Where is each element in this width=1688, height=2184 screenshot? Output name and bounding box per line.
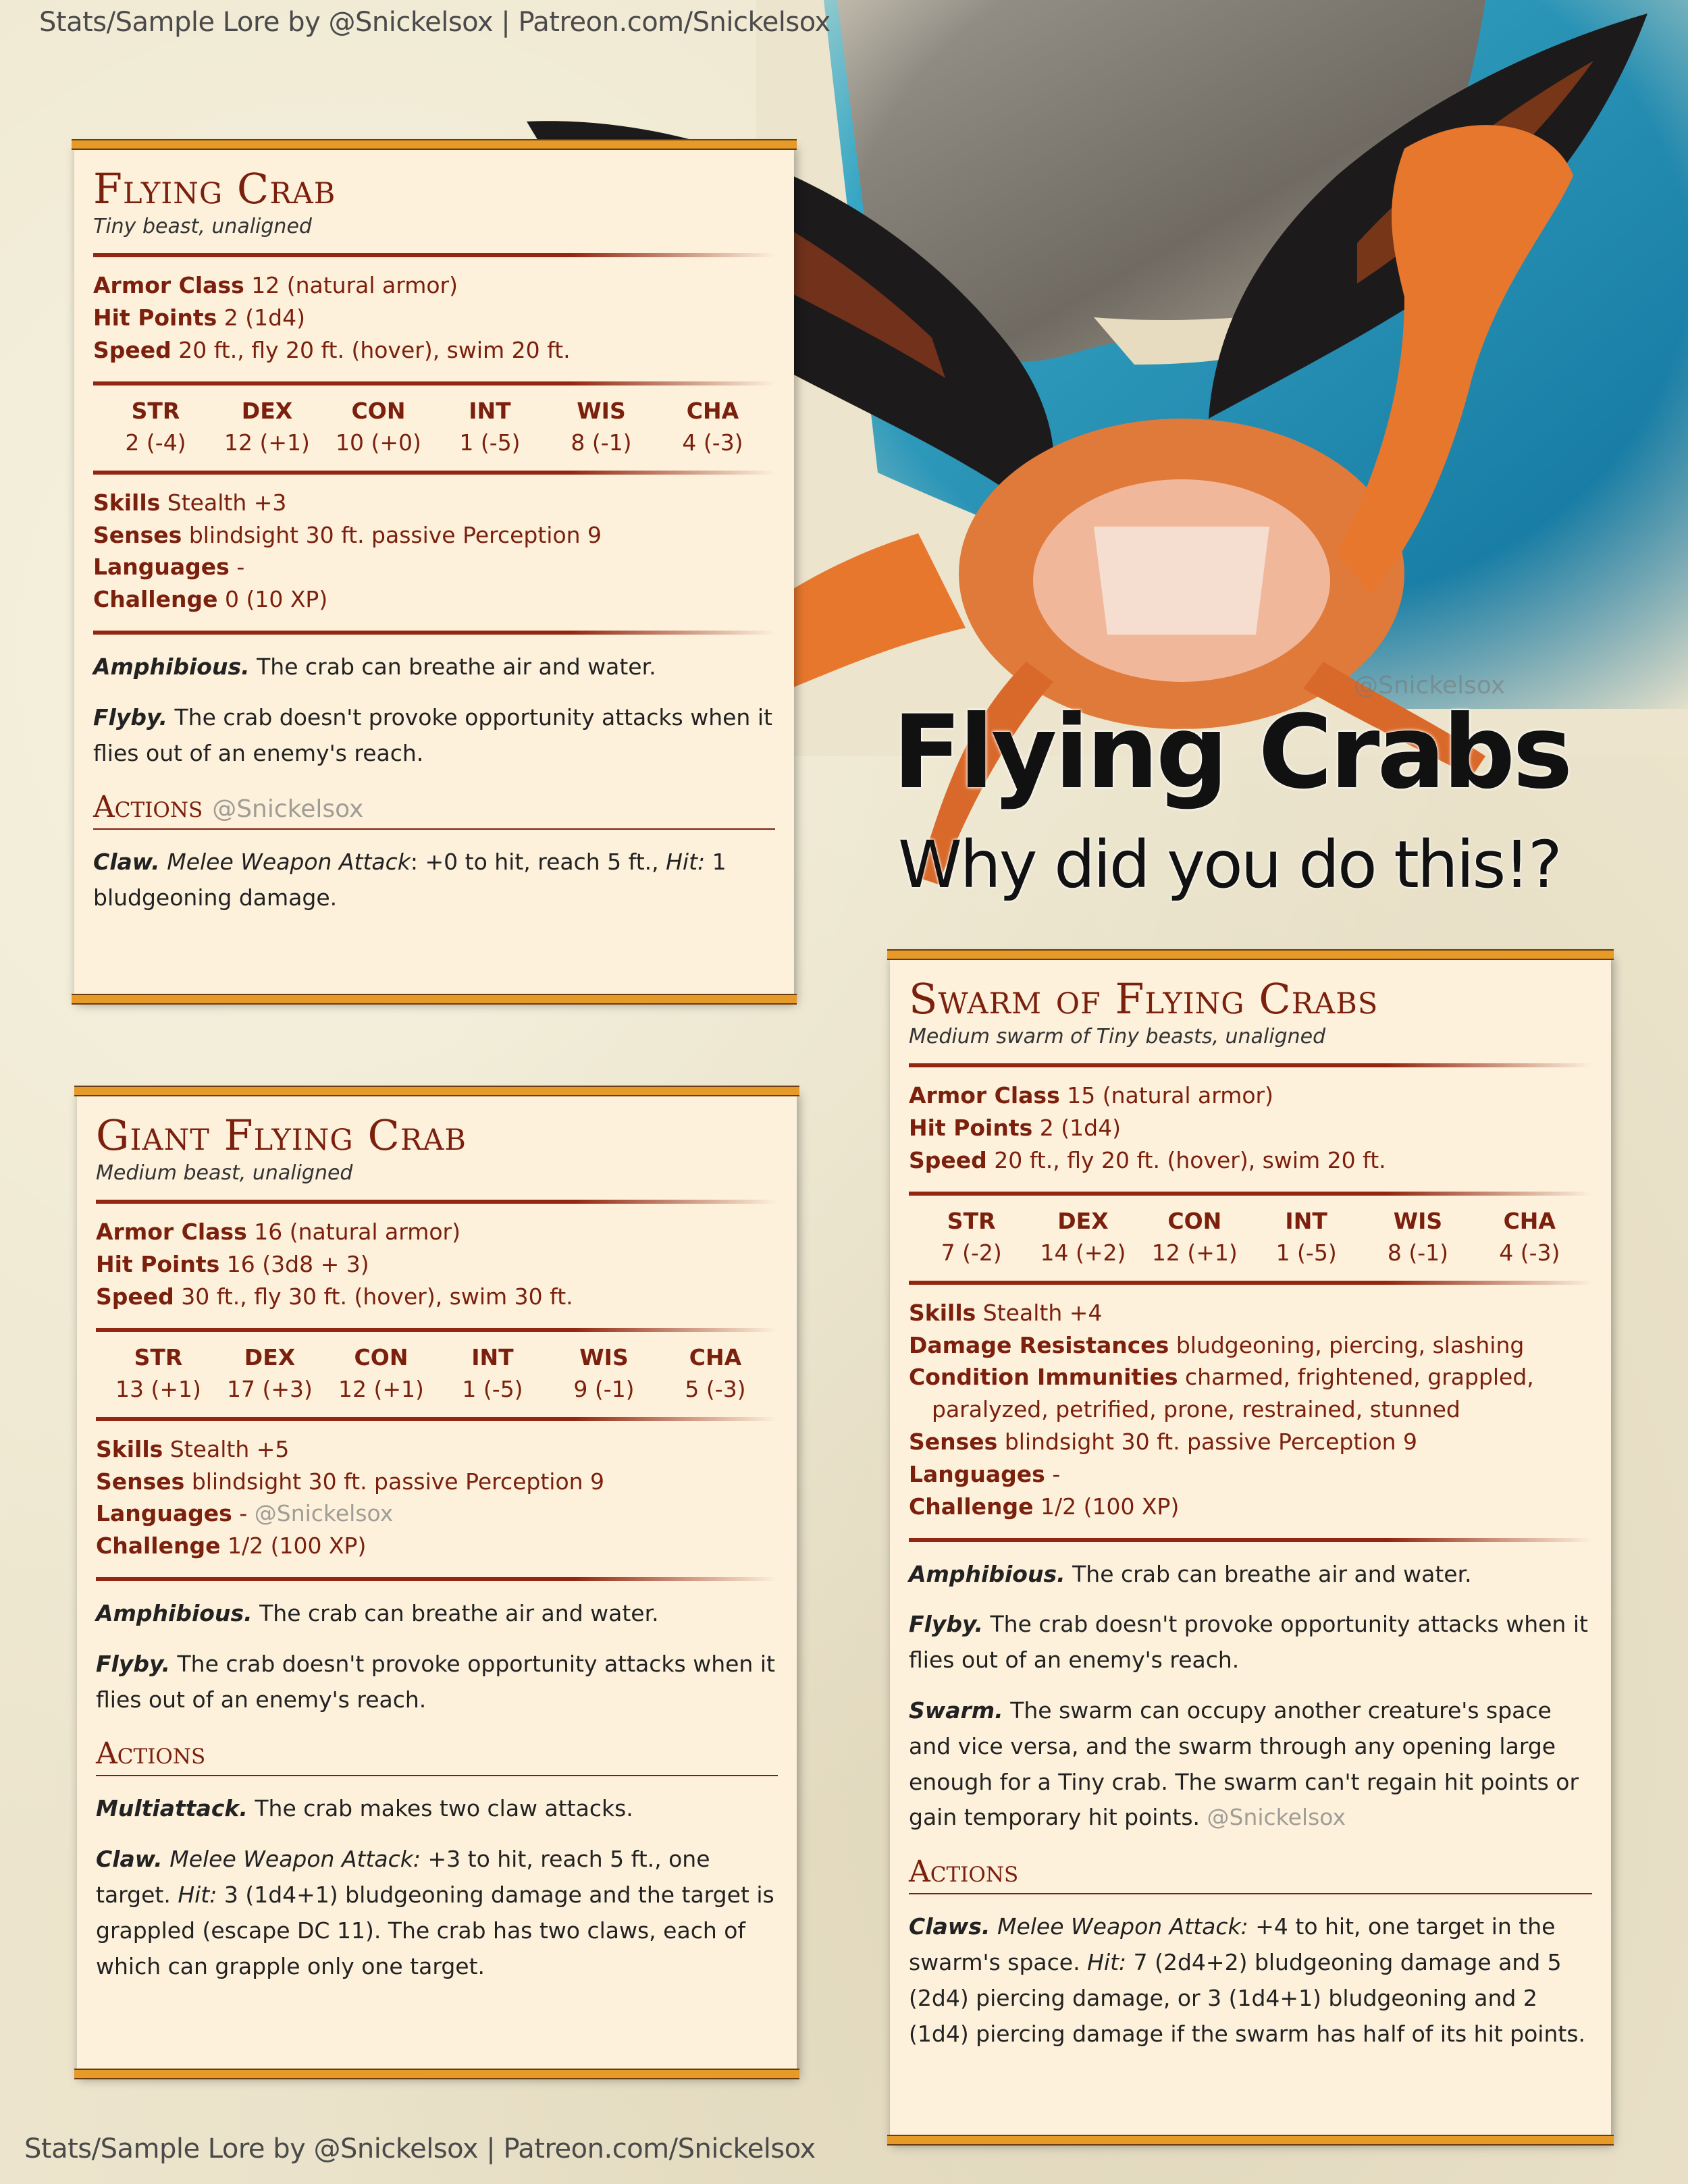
divider xyxy=(96,1200,778,1204)
armor-class: Armor Class 15 (natural armor) xyxy=(909,1082,1274,1109)
action-claws: Claws. Melee Weapon Attack: +4 to hit, one target in the swarm's space. Hit: 7 (2d4+2) bludgeoning damage and 5 (2d4) piercing damage, or 3 (1d4+1) bludgeoning and 2 (1d4) piercing damage if the swarm has half of its hit points. xyxy=(909,1913,1586,2047)
stat-block-giant-flying-crab xyxy=(77,1090,797,2075)
ability-con: CON 10 (+0) xyxy=(336,397,421,456)
challenge: Challenge 0 (10 XP) xyxy=(93,586,328,613)
ability-cha: CHA 4 (-3) xyxy=(682,397,743,456)
trait-swarm: Swarm. The swarm can occupy another creature's space and vice versa, and the swarm through any opening large enough for a Tiny crab. The swarm can't regain hit points or gain temporary hit points. @Snickelsox xyxy=(909,1697,1579,1831)
trait-flyby: Flyby. The crab doesn't provoke opportunity attacks when it flies out of an enemy's reach. xyxy=(93,703,772,766)
divider xyxy=(93,631,775,635)
creature-name: Swarm of Flying Crabs xyxy=(909,974,1379,1023)
ability-cha: CHA 5 (-3) xyxy=(685,1343,746,1402)
ability-wis: WIS 8 (-1) xyxy=(571,397,632,456)
senses: Senses blindsight 30 ft. passive Perception 9 xyxy=(909,1429,1418,1456)
skills: Skills Stealth +5 xyxy=(96,1435,290,1462)
actions-heading: Actions @Snickelsox xyxy=(93,790,775,830)
creature-name: Flying Crab xyxy=(93,164,336,213)
page-title: Flying Crabs xyxy=(893,694,1571,811)
damage-resistances: Damage Resistances bludgeoning, piercing, slashing xyxy=(909,1331,1525,1358)
ability-scores xyxy=(96,1344,778,1402)
ability-dex: DEX 17 (+3) xyxy=(227,1343,313,1402)
ability-int: INT 1 (-5) xyxy=(459,397,521,456)
ability-str: STR 13 (+1) xyxy=(115,1343,201,1402)
actions-heading: Actions xyxy=(96,1736,778,1776)
divider xyxy=(909,1538,1592,1542)
stat-block-bottom-border xyxy=(887,2135,1614,2146)
ability-wis: WIS 8 (-1) xyxy=(1387,1207,1449,1266)
ability-cha: CHA 4 (-3) xyxy=(1499,1207,1560,1266)
armor-class: Armor Class 16 (natural armor) xyxy=(96,1219,461,1246)
ability-str: STR 2 (-4) xyxy=(125,397,186,456)
divider xyxy=(93,381,775,385)
divider xyxy=(96,1417,778,1421)
stat-block-bottom-border xyxy=(72,994,797,1005)
page-subtitle: Why did you do this!? xyxy=(898,827,1560,903)
hit-points: Hit Points 2 (1d4) xyxy=(93,304,305,331)
ability-con: CON 12 (+1) xyxy=(1151,1207,1238,1266)
divider xyxy=(96,1328,778,1332)
ability-scores xyxy=(93,398,775,456)
ability-str: STR 7 (-2) xyxy=(941,1207,1002,1266)
creature-name: Giant Flying Crab xyxy=(96,1111,467,1160)
divider xyxy=(909,1063,1592,1067)
skills: Skills Stealth +3 xyxy=(93,489,287,516)
trait-amphibious: Amphibious. The crab can breathe air and water. xyxy=(93,654,656,681)
trait-flyby: Flyby. The crab doesn't provoke opportunity attacks when it flies out of an enemy's reach. xyxy=(909,1611,1588,1674)
header-credit: Stats/Sample Lore by @Snickelsox | Patreon.com/Snickelsox xyxy=(39,7,830,38)
divider xyxy=(909,1192,1592,1196)
speed: Speed 20 ft., fly 20 ft. (hover), swim 20 ft. xyxy=(93,336,571,363)
condition-immunities: Condition Immunities charmed, frightened, grappled, xyxy=(909,1364,1534,1391)
trait-amphibious: Amphibious. The crab can breathe air and water. xyxy=(96,1600,659,1627)
ability-scores xyxy=(909,1208,1592,1266)
hit-points: Hit Points 2 (1d4) xyxy=(909,1115,1121,1142)
ability-int: INT 1 (-5) xyxy=(1275,1207,1337,1266)
divider xyxy=(909,1281,1592,1285)
action-claw: Claw. Melee Weapon Attack: +0 to hit, reach 5 ft., Hit: 1 bludgeoning damage. xyxy=(93,849,727,911)
armor-class: Armor Class 12 (natural armor) xyxy=(93,272,458,299)
languages: Languages - xyxy=(93,554,245,581)
creature-type: Medium swarm of Tiny beasts, unaligned xyxy=(909,1025,1326,1049)
senses: Senses blindsight 30 ft. passive Perception 9 xyxy=(96,1468,605,1495)
ability-dex: DEX 14 (+2) xyxy=(1040,1207,1126,1266)
divider xyxy=(93,471,775,475)
watermark: @Snickelsox xyxy=(1354,672,1506,699)
languages: Languages - xyxy=(909,1460,1061,1487)
divider xyxy=(96,1577,778,1581)
creature-type: Medium beast, unaligned xyxy=(96,1161,353,1186)
skills: Skills Stealth +4 xyxy=(909,1299,1103,1326)
trait-flyby: Flyby. The crab doesn't provoke opportunity attacks when it flies out of an enemy's reach. xyxy=(96,1650,775,1713)
ability-con: CON 12 (+1) xyxy=(338,1343,424,1402)
speed: Speed 20 ft., fly 20 ft. (hover), swim 20 ft. xyxy=(909,1146,1386,1173)
stat-block-swarm-of-flying-crabs xyxy=(890,953,1611,2141)
action-multiattack: Multiattack. The crab makes two claw attacks. xyxy=(96,1795,633,1822)
speed: Speed 30 ft., fly 30 ft. (hover), swim 30 ft. xyxy=(96,1283,573,1310)
languages: Languages - @Snickelsox xyxy=(96,1500,394,1527)
challenge: Challenge 1/2 (100 XP) xyxy=(909,1493,1180,1520)
ability-dex: DEX 12 (+1) xyxy=(224,397,310,456)
stat-block-bottom-border xyxy=(74,2069,799,2079)
actions-heading: Actions xyxy=(909,1855,1592,1894)
condition-immunities-cont: paralyzed, petrified, prone, restrained, stunned xyxy=(932,1396,1460,1423)
ability-wis: WIS 9 (-1) xyxy=(573,1343,635,1402)
challenge: Challenge 1/2 (100 XP) xyxy=(96,1533,367,1560)
action-claw: Claw. Melee Weapon Attack: +3 to hit, reach 5 ft., one target. Hit: 3 (1d4+1) bludgeoning damage and the target is grappled (escape DC 11). The crab has two claws, each of which can grapple only one target. xyxy=(96,1846,774,1979)
divider xyxy=(93,253,775,257)
hit-points: Hit Points 16 (3d8 + 3) xyxy=(96,1251,369,1278)
ability-int: INT 1 (-5) xyxy=(462,1343,523,1402)
creature-type: Tiny beast, unaligned xyxy=(93,215,312,239)
stat-block-flying-crab xyxy=(74,143,794,1001)
senses: Senses blindsight 30 ft. passive Perception 9 xyxy=(93,521,602,548)
footer-credit: Stats/Sample Lore by @Snickelsox | Patreon.com/Snickelsox xyxy=(24,2133,816,2164)
trait-amphibious: Amphibious. The crab can breathe air and water. xyxy=(909,1560,1472,1587)
